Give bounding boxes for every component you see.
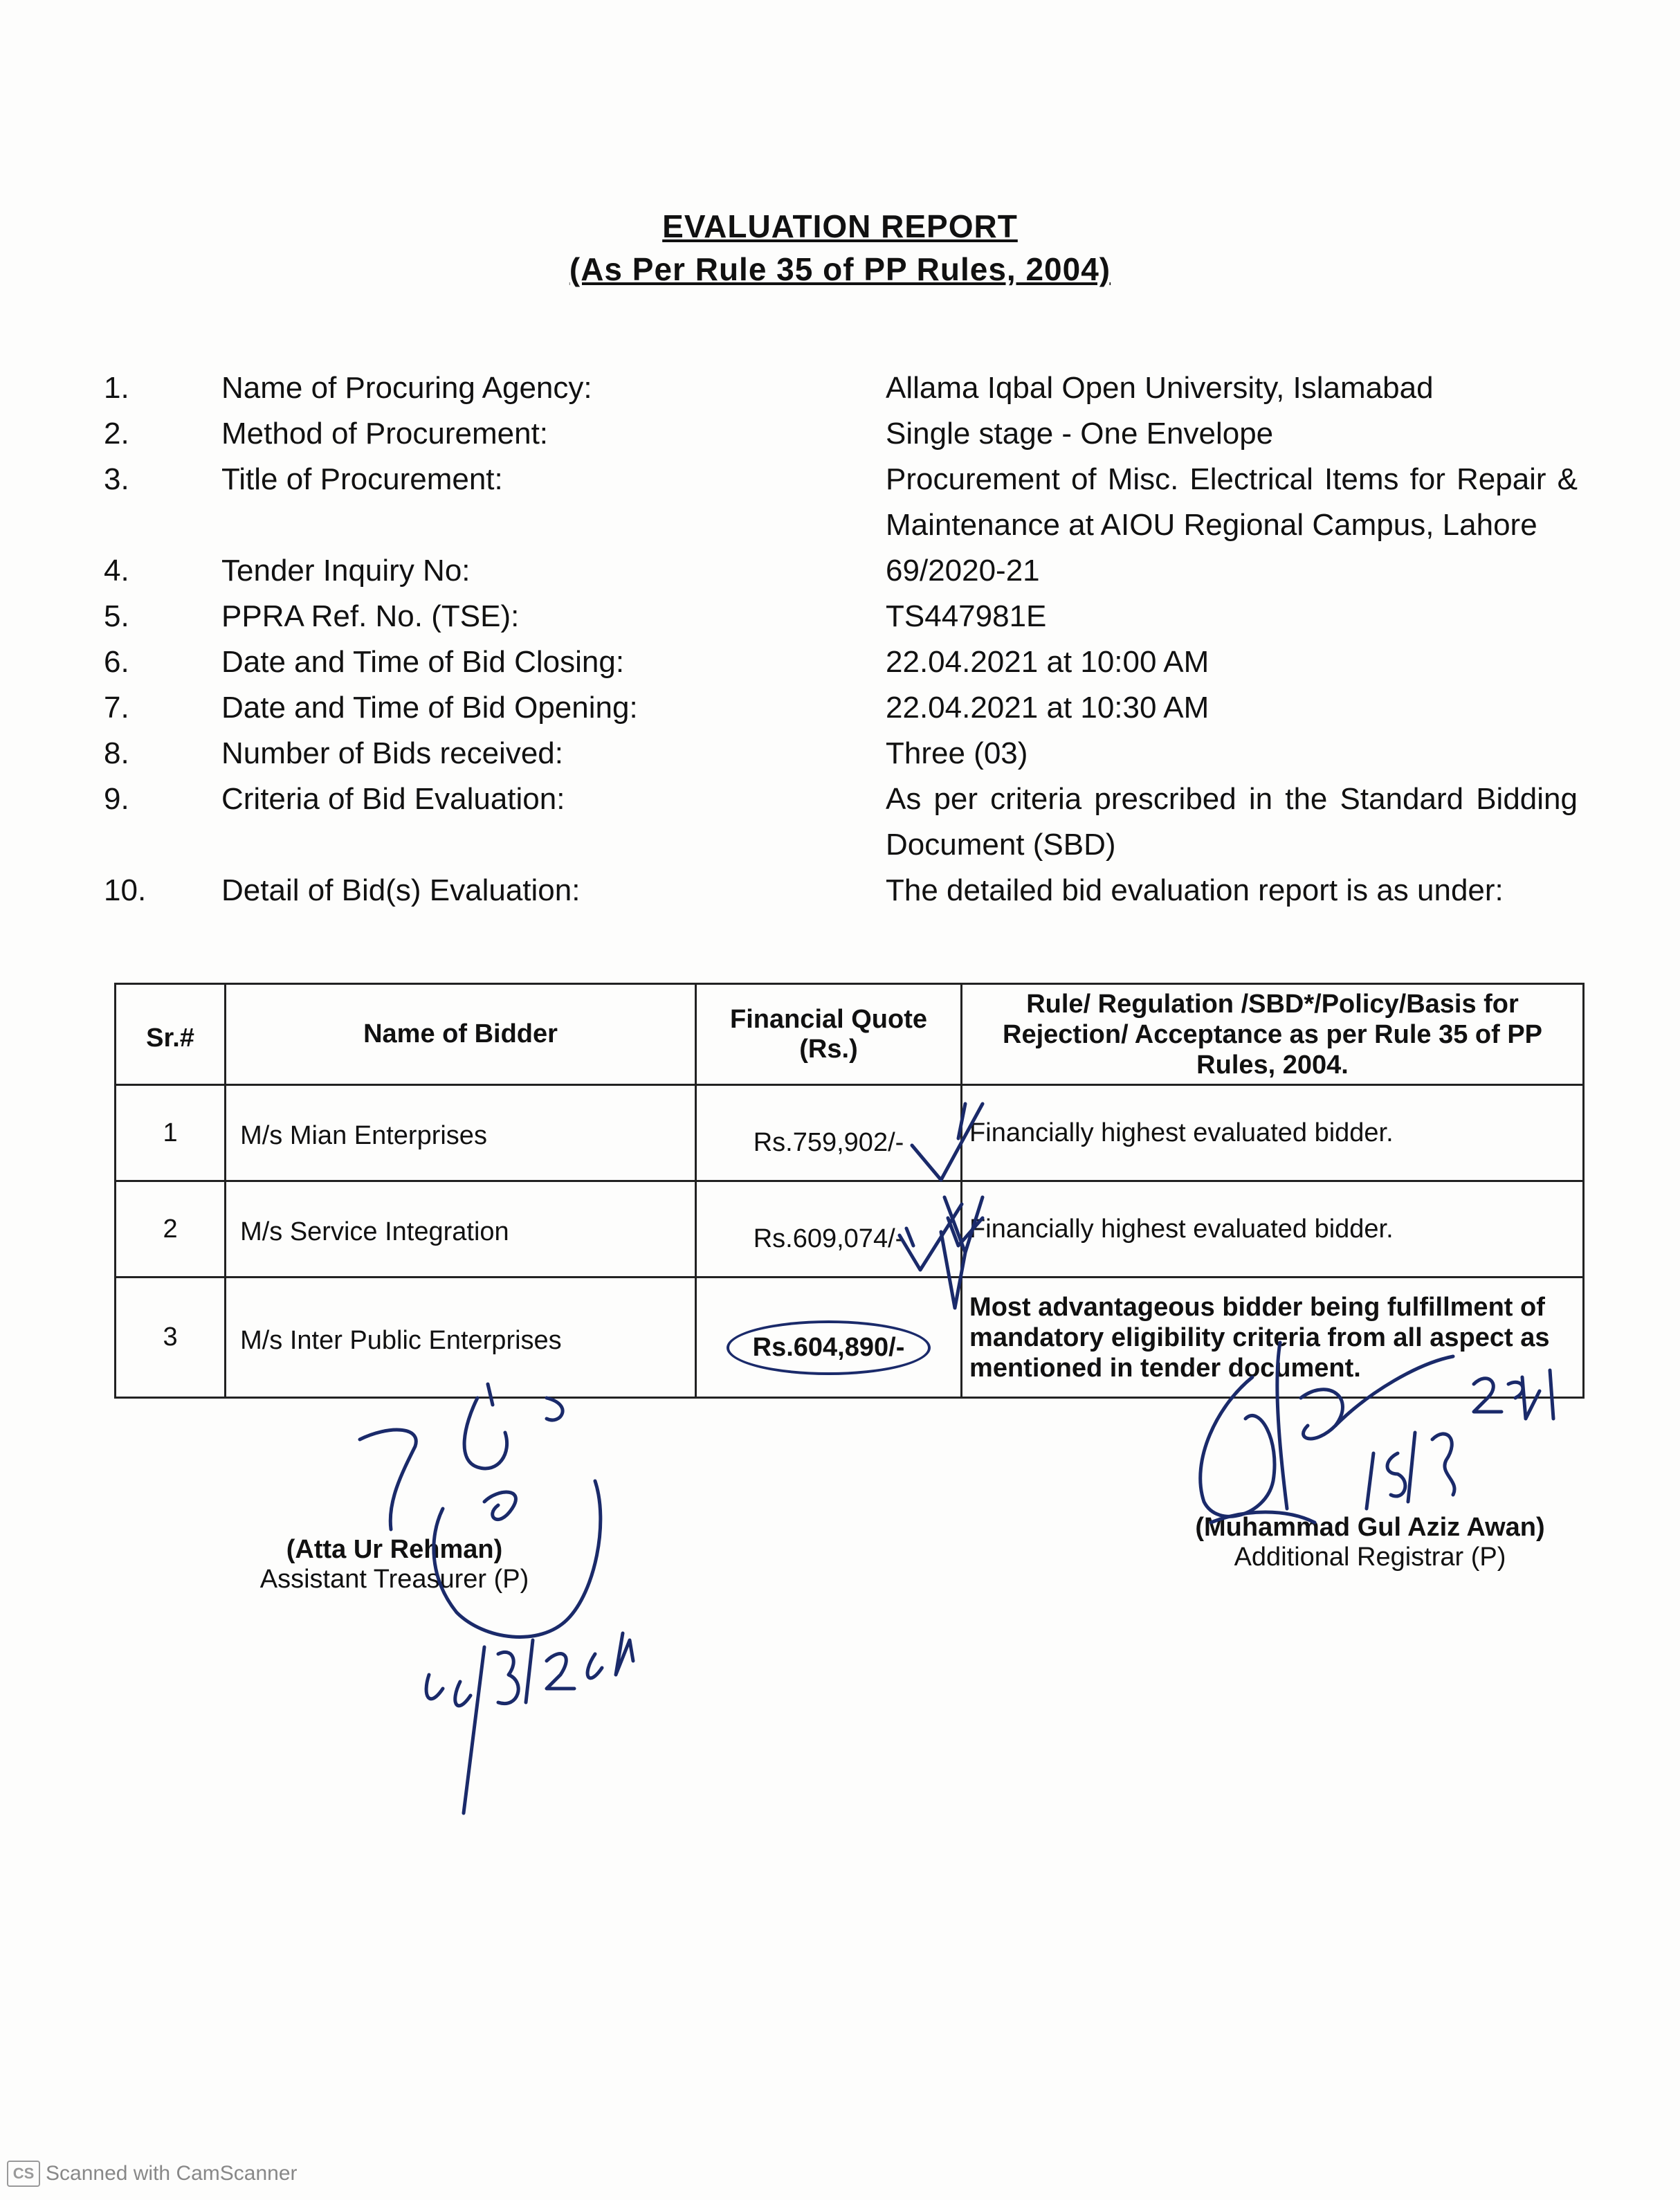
col-header-rule: Rule/ Regulation /SBD*/Policy/Basis for Rejection/ Acceptance as per Rule 35 of PP Rules, 2004.	[962, 984, 1584, 1085]
item-label: Criteria of Bid Evaluation:	[221, 782, 565, 816]
item-value: Procurement of Misc. Electrical Items for Repair & Maintenance at AIOU Regional Campus, Lahore	[886, 462, 1578, 542]
item-value: 22.04.2021 at 10:30 AM	[886, 691, 1209, 725]
item-label: Method of Procurement:	[221, 417, 549, 451]
item-number: 5.	[104, 599, 129, 633]
item-value: Allama Iqbal Open University, Islamabad	[886, 371, 1434, 405]
detail-item	[104, 457, 1578, 548]
item-number: 3.	[104, 462, 129, 496]
cell-sr: 2	[116, 1181, 226, 1278]
signature-left-date	[464, 1647, 484, 1813]
item-label: Date and Time of Bid Closing:	[221, 645, 625, 679]
item-number: 2.	[104, 417, 129, 451]
signature-left	[360, 1430, 416, 1529]
item-value: 69/2020-21	[886, 554, 1040, 588]
item-value: Single stage - One Envelope	[886, 417, 1274, 451]
signature-left-date	[426, 1675, 471, 1706]
signature-left	[464, 1398, 507, 1469]
detail-item	[104, 731, 1578, 776]
signature-left-date	[498, 1652, 518, 1703]
detail-item	[104, 776, 1578, 868]
camscanner-logo: CS	[7, 2161, 40, 2187]
signatory-right	[1176, 1513, 1564, 1572]
signature-left	[484, 1492, 515, 1519]
report-subtitle: (As Per Rule 35 of PP Rules, 2004)	[569, 251, 1111, 287]
col-header-bidder: Name of Bidder	[226, 984, 696, 1085]
signature-right-date	[1432, 1434, 1454, 1495]
col-header-sr: Sr.#	[116, 984, 226, 1085]
detail-item	[104, 411, 1578, 457]
table-row	[116, 1085, 1584, 1181]
report-title: EVALUATION REPORT	[662, 208, 1018, 244]
bid-evaluation-table	[114, 983, 1585, 1399]
signatory-right-name: (Muhammad Gul Aziz Awan)	[1195, 1513, 1545, 1542]
col-header-quote: Financial Quote (Rs.)	[695, 984, 961, 1085]
item-label: Detail of Bid(s) Evaluation:	[221, 873, 581, 907]
signatory-right-title: Additional Registrar (P)	[1234, 1543, 1506, 1572]
signatory-left-name: (Atta Ur Rehman)	[286, 1535, 503, 1564]
detail-item	[104, 639, 1578, 685]
item-number: 10.	[104, 873, 147, 907]
item-number: 8.	[104, 736, 129, 770]
cell-quote-circled	[695, 1278, 961, 1398]
detail-item	[104, 685, 1578, 731]
cell-bidder: M/s Mian Enterprises	[226, 1085, 696, 1181]
item-value: TS447981E	[886, 599, 1047, 633]
signature-left	[547, 1398, 563, 1420]
detail-item	[104, 548, 1578, 594]
signature-left-date	[587, 1654, 602, 1678]
item-number: 4.	[104, 554, 129, 588]
cell-rule: Financially highest evaluated bidder.	[962, 1181, 1584, 1278]
detail-item	[104, 594, 1578, 639]
scanner-footer-text: Scanned with CamScanner	[46, 2162, 298, 2185]
cell-bidder: M/s Service Integration	[226, 1181, 696, 1278]
cell-sr: 3	[116, 1278, 226, 1398]
table-row	[116, 1181, 1584, 1278]
item-label: PPRA Ref. No. (TSE):	[221, 599, 520, 633]
table-row	[116, 1278, 1584, 1398]
item-value: The detailed bid evaluation report is as under:	[886, 873, 1504, 907]
cell-sr: 1	[116, 1085, 226, 1181]
item-label: Number of Bids received:	[221, 736, 563, 770]
cell-quote: Rs.609,074/-	[695, 1181, 961, 1278]
signature-left-date	[547, 1654, 574, 1689]
item-value: Three (03)	[886, 736, 1028, 770]
cell-rule: Most advantageous bidder being fulfillment of mandatory eligibility criteria from all aspect as mentioned in tender document.	[962, 1278, 1584, 1398]
scanner-footer	[7, 2161, 298, 2187]
table-header-row	[116, 984, 1584, 1085]
detail-item	[104, 868, 1578, 913]
item-label: Date and Time of Bid Opening:	[221, 691, 638, 725]
item-number: 1.	[104, 371, 129, 405]
item-value: 22.04.2021 at 10:00 AM	[886, 645, 1209, 679]
item-label: Tender Inquiry No:	[221, 554, 471, 588]
item-label: Title of Procurement:	[221, 462, 503, 496]
signature-right-date	[1408, 1433, 1415, 1502]
signature-left-date	[526, 1640, 533, 1702]
signatory-left	[201, 1535, 588, 1594]
signature-right-date	[1367, 1453, 1373, 1509]
item-number: 9.	[104, 782, 129, 816]
cell-rule: Financially highest evaluated bidder.	[962, 1085, 1584, 1181]
signature-left-date	[616, 1633, 633, 1675]
circled-quote: Rs.604,890/-	[727, 1320, 931, 1375]
item-label: Name of Procuring Agency:	[221, 371, 592, 405]
cell-quote: Rs.759,902/-	[695, 1085, 961, 1181]
detail-item	[104, 365, 1578, 411]
item-number: 7.	[104, 691, 129, 725]
cell-bidder: M/s Inter Public Enterprises	[226, 1278, 696, 1398]
signature-right-date	[1387, 1453, 1405, 1496]
item-number: 6.	[104, 645, 129, 679]
procurement-details-list	[104, 365, 1578, 913]
item-value: As per criteria prescribed in the Standard Bidding Document (SBD)	[886, 782, 1578, 862]
signatory-left-title: Assistant Treasurer (P)	[259, 1565, 529, 1594]
